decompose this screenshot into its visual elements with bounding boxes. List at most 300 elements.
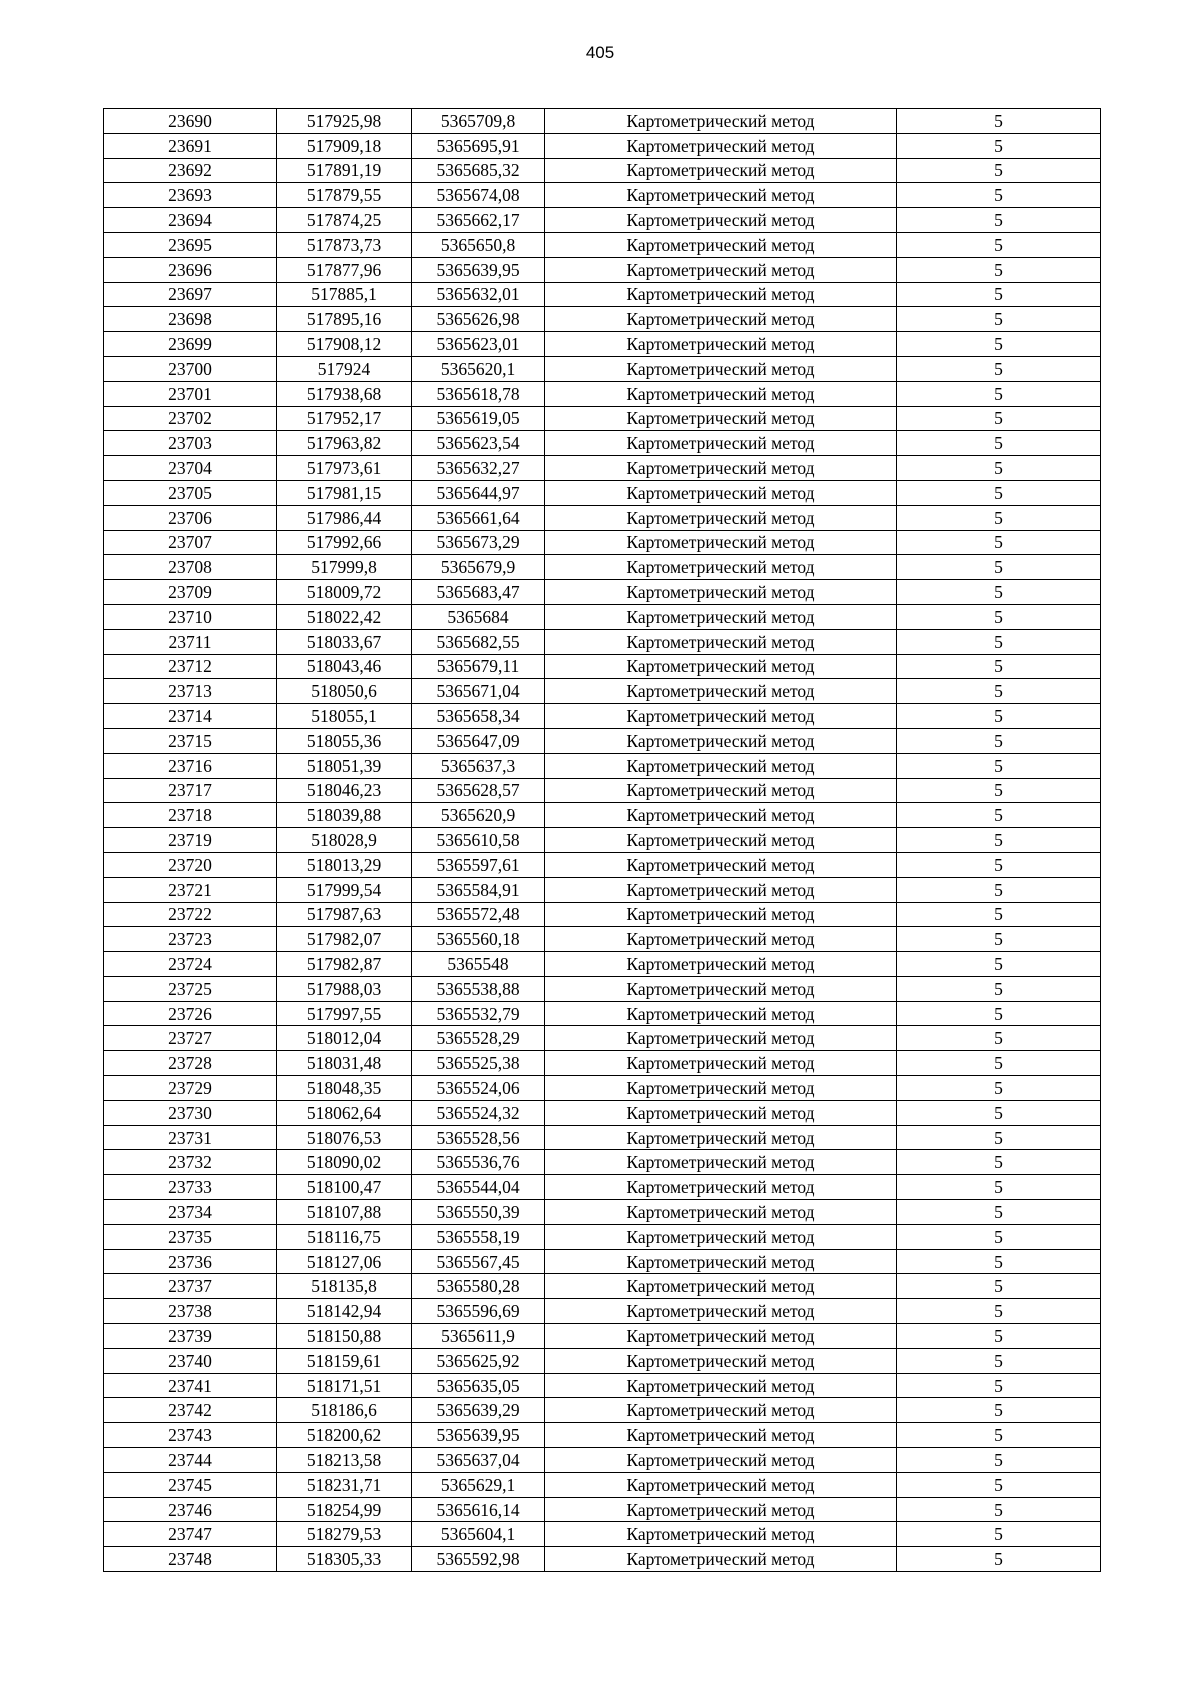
accuracy-cell: 5 xyxy=(897,1224,1101,1249)
accuracy-cell: 5 xyxy=(897,431,1101,456)
method-cell: Картометрический метод xyxy=(545,406,897,431)
x-coordinate-cell: 518231,71 xyxy=(277,1472,412,1497)
x-coordinate-cell: 517973,61 xyxy=(277,456,412,481)
y-coordinate-cell: 5365532,79 xyxy=(412,1001,545,1026)
method-cell: Картометрический метод xyxy=(545,952,897,977)
y-coordinate-cell: 5365683,47 xyxy=(412,580,545,605)
method-cell: Картометрический метод xyxy=(545,109,897,134)
x-coordinate-cell: 518062,64 xyxy=(277,1100,412,1125)
accuracy-cell: 5 xyxy=(897,1051,1101,1076)
accuracy-cell: 5 xyxy=(897,803,1101,828)
y-coordinate-cell: 5365597,61 xyxy=(412,852,545,877)
accuracy-cell: 5 xyxy=(897,902,1101,927)
table-row xyxy=(104,381,1101,406)
table-row xyxy=(104,1001,1101,1026)
method-cell: Картометрический метод xyxy=(545,1324,897,1349)
table-row xyxy=(104,406,1101,431)
point-number-cell: 23717 xyxy=(104,778,277,803)
table-row xyxy=(104,952,1101,977)
accuracy-cell: 5 xyxy=(897,1472,1101,1497)
point-number-cell: 23712 xyxy=(104,654,277,679)
point-number-cell: 23728 xyxy=(104,1051,277,1076)
accuracy-cell: 5 xyxy=(897,381,1101,406)
point-number-cell: 23698 xyxy=(104,307,277,332)
x-coordinate-cell: 517873,73 xyxy=(277,232,412,257)
x-coordinate-cell: 518254,99 xyxy=(277,1497,412,1522)
method-cell: Картометрический метод xyxy=(545,803,897,828)
table-row xyxy=(104,1448,1101,1473)
point-number-cell: 23696 xyxy=(104,257,277,282)
coordinates-table-body xyxy=(104,109,1101,1572)
point-number-cell: 23699 xyxy=(104,332,277,357)
y-coordinate-cell: 5365685,32 xyxy=(412,158,545,183)
point-number-cell: 23705 xyxy=(104,480,277,505)
table-row xyxy=(104,753,1101,778)
accuracy-cell: 5 xyxy=(897,257,1101,282)
point-number-cell: 23702 xyxy=(104,406,277,431)
method-cell: Картометрический метод xyxy=(545,604,897,629)
y-coordinate-cell: 5365584,91 xyxy=(412,877,545,902)
x-coordinate-cell: 517925,98 xyxy=(277,109,412,134)
x-coordinate-cell: 518171,51 xyxy=(277,1373,412,1398)
y-coordinate-cell: 5365604,1 xyxy=(412,1522,545,1547)
method-cell: Картометрический метод xyxy=(545,158,897,183)
table-row xyxy=(104,1100,1101,1125)
x-coordinate-cell: 518055,36 xyxy=(277,728,412,753)
method-cell: Картометрический метод xyxy=(545,1423,897,1448)
x-coordinate-cell: 517992,66 xyxy=(277,530,412,555)
table-row xyxy=(104,1348,1101,1373)
y-coordinate-cell: 5365620,9 xyxy=(412,803,545,828)
y-coordinate-cell: 5365623,54 xyxy=(412,431,545,456)
x-coordinate-cell: 518279,53 xyxy=(277,1522,412,1547)
table-row xyxy=(104,480,1101,505)
accuracy-cell: 5 xyxy=(897,1398,1101,1423)
accuracy-cell: 5 xyxy=(897,704,1101,729)
x-coordinate-cell: 518135,8 xyxy=(277,1274,412,1299)
x-coordinate-cell: 517879,55 xyxy=(277,183,412,208)
x-coordinate-cell: 517982,87 xyxy=(277,952,412,977)
x-coordinate-cell: 518013,29 xyxy=(277,852,412,877)
y-coordinate-cell: 5365650,8 xyxy=(412,232,545,257)
x-coordinate-cell: 518305,33 xyxy=(277,1547,412,1572)
y-coordinate-cell: 5365525,38 xyxy=(412,1051,545,1076)
y-coordinate-cell: 5365682,55 xyxy=(412,629,545,654)
point-number-cell: 23744 xyxy=(104,1448,277,1473)
table-row xyxy=(104,1547,1101,1572)
point-number-cell: 23720 xyxy=(104,852,277,877)
point-number-cell: 23706 xyxy=(104,505,277,530)
table-row xyxy=(104,927,1101,952)
table-row xyxy=(104,1423,1101,1448)
x-coordinate-cell: 518100,47 xyxy=(277,1175,412,1200)
method-cell: Картометрический метод xyxy=(545,902,897,927)
point-number-cell: 23742 xyxy=(104,1398,277,1423)
y-coordinate-cell: 5365620,1 xyxy=(412,356,545,381)
table-row xyxy=(104,1175,1101,1200)
point-number-cell: 23731 xyxy=(104,1125,277,1150)
y-coordinate-cell: 5365610,58 xyxy=(412,828,545,853)
x-coordinate-cell: 518213,58 xyxy=(277,1448,412,1473)
accuracy-cell: 5 xyxy=(897,828,1101,853)
accuracy-cell: 5 xyxy=(897,1348,1101,1373)
accuracy-cell: 5 xyxy=(897,1026,1101,1051)
method-cell: Картометрический метод xyxy=(545,1175,897,1200)
method-cell: Картометрический метод xyxy=(545,1547,897,1572)
method-cell: Картометрический метод xyxy=(545,257,897,282)
table-row xyxy=(104,679,1101,704)
point-number-cell: 23730 xyxy=(104,1100,277,1125)
point-number-cell: 23736 xyxy=(104,1249,277,1274)
y-coordinate-cell: 5365684 xyxy=(412,604,545,629)
point-number-cell: 23693 xyxy=(104,183,277,208)
point-number-cell: 23724 xyxy=(104,952,277,977)
method-cell: Картометрический метод xyxy=(545,1448,897,1473)
y-coordinate-cell: 5365632,27 xyxy=(412,456,545,481)
accuracy-cell: 5 xyxy=(897,1249,1101,1274)
accuracy-cell: 5 xyxy=(897,1522,1101,1547)
x-coordinate-cell: 518186,6 xyxy=(277,1398,412,1423)
y-coordinate-cell: 5365528,29 xyxy=(412,1026,545,1051)
x-coordinate-cell: 517874,25 xyxy=(277,208,412,233)
method-cell: Картометрический метод xyxy=(545,1373,897,1398)
point-number-cell: 23695 xyxy=(104,232,277,257)
accuracy-cell: 5 xyxy=(897,232,1101,257)
table-row xyxy=(104,1249,1101,1274)
table-row xyxy=(104,877,1101,902)
method-cell: Картометрический метод xyxy=(545,753,897,778)
point-number-cell: 23704 xyxy=(104,456,277,481)
method-cell: Картометрический метод xyxy=(545,431,897,456)
point-number-cell: 23739 xyxy=(104,1324,277,1349)
table-row xyxy=(104,704,1101,729)
table-row xyxy=(104,555,1101,580)
accuracy-cell: 5 xyxy=(897,753,1101,778)
y-coordinate-cell: 5365623,01 xyxy=(412,332,545,357)
point-number-cell: 23733 xyxy=(104,1175,277,1200)
table-row xyxy=(104,307,1101,332)
method-cell: Картометрический метод xyxy=(545,1522,897,1547)
table-row xyxy=(104,1472,1101,1497)
point-number-cell: 23701 xyxy=(104,381,277,406)
x-coordinate-cell: 518028,9 xyxy=(277,828,412,853)
accuracy-cell: 5 xyxy=(897,1547,1101,1572)
table-row xyxy=(104,728,1101,753)
y-coordinate-cell: 5365524,06 xyxy=(412,1076,545,1101)
accuracy-cell: 5 xyxy=(897,1100,1101,1125)
x-coordinate-cell: 518150,88 xyxy=(277,1324,412,1349)
point-number-cell: 23703 xyxy=(104,431,277,456)
table-row xyxy=(104,803,1101,828)
method-cell: Картометрический метод xyxy=(545,1125,897,1150)
table-row xyxy=(104,1200,1101,1225)
y-coordinate-cell: 5365632,01 xyxy=(412,282,545,307)
method-cell: Картометрический метод xyxy=(545,1150,897,1175)
x-coordinate-cell: 518050,6 xyxy=(277,679,412,704)
y-coordinate-cell: 5365558,19 xyxy=(412,1224,545,1249)
accuracy-cell: 5 xyxy=(897,604,1101,629)
accuracy-cell: 5 xyxy=(897,1125,1101,1150)
accuracy-cell: 5 xyxy=(897,1324,1101,1349)
y-coordinate-cell: 5365618,78 xyxy=(412,381,545,406)
point-number-cell: 23713 xyxy=(104,679,277,704)
y-coordinate-cell: 5365580,28 xyxy=(412,1274,545,1299)
table-row xyxy=(104,456,1101,481)
y-coordinate-cell: 5365635,05 xyxy=(412,1373,545,1398)
x-coordinate-cell: 517999,8 xyxy=(277,555,412,580)
y-coordinate-cell: 5365616,14 xyxy=(412,1497,545,1522)
method-cell: Картометрический метод xyxy=(545,778,897,803)
point-number-cell: 23710 xyxy=(104,604,277,629)
table-row xyxy=(104,1274,1101,1299)
accuracy-cell: 5 xyxy=(897,1448,1101,1473)
accuracy-cell: 5 xyxy=(897,852,1101,877)
method-cell: Картометрический метод xyxy=(545,1472,897,1497)
table-row xyxy=(104,332,1101,357)
table-row xyxy=(104,902,1101,927)
x-coordinate-cell: 518200,62 xyxy=(277,1423,412,1448)
method-cell: Картометрический метод xyxy=(545,1200,897,1225)
accuracy-cell: 5 xyxy=(897,1274,1101,1299)
accuracy-cell: 5 xyxy=(897,952,1101,977)
x-coordinate-cell: 517891,19 xyxy=(277,158,412,183)
method-cell: Картометрический метод xyxy=(545,976,897,1001)
y-coordinate-cell: 5365662,17 xyxy=(412,208,545,233)
y-coordinate-cell: 5365538,88 xyxy=(412,976,545,1001)
method-cell: Картометрический метод xyxy=(545,282,897,307)
point-number-cell: 23707 xyxy=(104,530,277,555)
table-row xyxy=(104,133,1101,158)
table-row xyxy=(104,1076,1101,1101)
point-number-cell: 23735 xyxy=(104,1224,277,1249)
accuracy-cell: 5 xyxy=(897,183,1101,208)
point-number-cell: 23747 xyxy=(104,1522,277,1547)
table-row xyxy=(104,208,1101,233)
table-row xyxy=(104,356,1101,381)
y-coordinate-cell: 5365528,56 xyxy=(412,1125,545,1150)
point-number-cell: 23745 xyxy=(104,1472,277,1497)
table-row xyxy=(104,976,1101,1001)
method-cell: Картометрический метод xyxy=(545,704,897,729)
method-cell: Картометрический метод xyxy=(545,456,897,481)
method-cell: Картометрический метод xyxy=(545,828,897,853)
x-coordinate-cell: 518116,75 xyxy=(277,1224,412,1249)
method-cell: Картометрический метод xyxy=(545,1026,897,1051)
accuracy-cell: 5 xyxy=(897,307,1101,332)
x-coordinate-cell: 518033,67 xyxy=(277,629,412,654)
accuracy-cell: 5 xyxy=(897,208,1101,233)
x-coordinate-cell: 517997,55 xyxy=(277,1001,412,1026)
point-number-cell: 23718 xyxy=(104,803,277,828)
y-coordinate-cell: 5365524,32 xyxy=(412,1100,545,1125)
x-coordinate-cell: 518055,1 xyxy=(277,704,412,729)
table-row xyxy=(104,580,1101,605)
method-cell: Картометрический метод xyxy=(545,1274,897,1299)
accuracy-cell: 5 xyxy=(897,356,1101,381)
y-coordinate-cell: 5365709,8 xyxy=(412,109,545,134)
point-number-cell: 23714 xyxy=(104,704,277,729)
y-coordinate-cell: 5365625,92 xyxy=(412,1348,545,1373)
y-coordinate-cell: 5365572,48 xyxy=(412,902,545,927)
accuracy-cell: 5 xyxy=(897,728,1101,753)
point-number-cell: 23723 xyxy=(104,927,277,952)
table-row xyxy=(104,1398,1101,1423)
y-coordinate-cell: 5365679,9 xyxy=(412,555,545,580)
accuracy-cell: 5 xyxy=(897,555,1101,580)
y-coordinate-cell: 5365611,9 xyxy=(412,1324,545,1349)
x-coordinate-cell: 517877,96 xyxy=(277,257,412,282)
y-coordinate-cell: 5365619,05 xyxy=(412,406,545,431)
accuracy-cell: 5 xyxy=(897,1497,1101,1522)
point-number-cell: 23716 xyxy=(104,753,277,778)
accuracy-cell: 5 xyxy=(897,1150,1101,1175)
method-cell: Картометрический метод xyxy=(545,1497,897,1522)
accuracy-cell: 5 xyxy=(897,158,1101,183)
x-coordinate-cell: 517987,63 xyxy=(277,902,412,927)
method-cell: Картометрический метод xyxy=(545,1051,897,1076)
y-coordinate-cell: 5365639,29 xyxy=(412,1398,545,1423)
x-coordinate-cell: 518107,88 xyxy=(277,1200,412,1225)
x-coordinate-cell: 518022,42 xyxy=(277,604,412,629)
method-cell: Картометрический метод xyxy=(545,332,897,357)
point-number-cell: 23726 xyxy=(104,1001,277,1026)
method-cell: Картометрический метод xyxy=(545,1224,897,1249)
point-number-cell: 23711 xyxy=(104,629,277,654)
accuracy-cell: 5 xyxy=(897,332,1101,357)
point-number-cell: 23721 xyxy=(104,877,277,902)
point-number-cell: 23692 xyxy=(104,158,277,183)
method-cell: Картометрический метод xyxy=(545,1249,897,1274)
table-row xyxy=(104,183,1101,208)
table-row xyxy=(104,654,1101,679)
method-cell: Картометрический метод xyxy=(545,1398,897,1423)
coordinates-table xyxy=(103,108,1101,1572)
x-coordinate-cell: 518076,53 xyxy=(277,1125,412,1150)
point-number-cell: 23690 xyxy=(104,109,277,134)
point-number-cell: 23697 xyxy=(104,282,277,307)
x-coordinate-cell: 517981,15 xyxy=(277,480,412,505)
accuracy-cell: 5 xyxy=(897,480,1101,505)
table-row xyxy=(104,1051,1101,1076)
table-row xyxy=(104,1324,1101,1349)
table-row xyxy=(104,1299,1101,1324)
x-coordinate-cell: 517909,18 xyxy=(277,133,412,158)
x-coordinate-cell: 517938,68 xyxy=(277,381,412,406)
x-coordinate-cell: 517924 xyxy=(277,356,412,381)
accuracy-cell: 5 xyxy=(897,109,1101,134)
x-coordinate-cell: 518127,06 xyxy=(277,1249,412,1274)
x-coordinate-cell: 517908,12 xyxy=(277,332,412,357)
y-coordinate-cell: 5365592,98 xyxy=(412,1547,545,1572)
method-cell: Картометрический метод xyxy=(545,505,897,530)
method-cell: Картометрический метод xyxy=(545,555,897,580)
method-cell: Картометрический метод xyxy=(545,927,897,952)
method-cell: Картометрический метод xyxy=(545,356,897,381)
method-cell: Картометрический метод xyxy=(545,852,897,877)
point-number-cell: 23737 xyxy=(104,1274,277,1299)
table-row xyxy=(104,1150,1101,1175)
point-number-cell: 23727 xyxy=(104,1026,277,1051)
y-coordinate-cell: 5365550,39 xyxy=(412,1200,545,1225)
y-coordinate-cell: 5365695,91 xyxy=(412,133,545,158)
point-number-cell: 23719 xyxy=(104,828,277,853)
accuracy-cell: 5 xyxy=(897,654,1101,679)
x-coordinate-cell: 518090,02 xyxy=(277,1150,412,1175)
method-cell: Картометрический метод xyxy=(545,381,897,406)
x-coordinate-cell: 518159,61 xyxy=(277,1348,412,1373)
x-coordinate-cell: 517988,03 xyxy=(277,976,412,1001)
x-coordinate-cell: 517963,82 xyxy=(277,431,412,456)
y-coordinate-cell: 5365626,98 xyxy=(412,307,545,332)
point-number-cell: 23725 xyxy=(104,976,277,1001)
x-coordinate-cell: 518031,48 xyxy=(277,1051,412,1076)
y-coordinate-cell: 5365639,95 xyxy=(412,257,545,282)
x-coordinate-cell: 517999,54 xyxy=(277,877,412,902)
table-row xyxy=(104,282,1101,307)
x-coordinate-cell: 517895,16 xyxy=(277,307,412,332)
accuracy-cell: 5 xyxy=(897,282,1101,307)
x-coordinate-cell: 518009,72 xyxy=(277,580,412,605)
table-row xyxy=(104,852,1101,877)
table-row xyxy=(104,109,1101,134)
page-number: 405 xyxy=(585,43,615,62)
point-number-cell: 23700 xyxy=(104,356,277,381)
table-row xyxy=(104,604,1101,629)
point-number-cell: 23708 xyxy=(104,555,277,580)
x-coordinate-cell: 518046,23 xyxy=(277,778,412,803)
y-coordinate-cell: 5365560,18 xyxy=(412,927,545,952)
method-cell: Картометрический метод xyxy=(545,307,897,332)
table-row xyxy=(104,828,1101,853)
x-coordinate-cell: 518012,04 xyxy=(277,1026,412,1051)
accuracy-cell: 5 xyxy=(897,877,1101,902)
x-coordinate-cell: 517986,44 xyxy=(277,505,412,530)
point-number-cell: 23715 xyxy=(104,728,277,753)
point-number-cell: 23691 xyxy=(104,133,277,158)
point-number-cell: 23709 xyxy=(104,580,277,605)
method-cell: Картометрический метод xyxy=(545,133,897,158)
y-coordinate-cell: 5365639,95 xyxy=(412,1423,545,1448)
accuracy-cell: 5 xyxy=(897,133,1101,158)
y-coordinate-cell: 5365647,09 xyxy=(412,728,545,753)
point-number-cell: 23734 xyxy=(104,1200,277,1225)
table-row xyxy=(104,232,1101,257)
method-cell: Картометрический метод xyxy=(545,679,897,704)
x-coordinate-cell: 517982,07 xyxy=(277,927,412,952)
method-cell: Картометрический метод xyxy=(545,1348,897,1373)
y-coordinate-cell: 5365548 xyxy=(412,952,545,977)
method-cell: Картометрический метод xyxy=(545,208,897,233)
y-coordinate-cell: 5365658,34 xyxy=(412,704,545,729)
table-row xyxy=(104,1026,1101,1051)
table-row xyxy=(104,257,1101,282)
accuracy-cell: 5 xyxy=(897,679,1101,704)
accuracy-cell: 5 xyxy=(897,1001,1101,1026)
y-coordinate-cell: 5365544,04 xyxy=(412,1175,545,1200)
table-row xyxy=(104,1497,1101,1522)
point-number-cell: 23738 xyxy=(104,1299,277,1324)
point-number-cell: 23746 xyxy=(104,1497,277,1522)
method-cell: Картометрический метод xyxy=(545,1076,897,1101)
table-row xyxy=(104,629,1101,654)
point-number-cell: 23722 xyxy=(104,902,277,927)
y-coordinate-cell: 5365536,76 xyxy=(412,1150,545,1175)
accuracy-cell: 5 xyxy=(897,778,1101,803)
y-coordinate-cell: 5365567,45 xyxy=(412,1249,545,1274)
method-cell: Картометрический метод xyxy=(545,232,897,257)
x-coordinate-cell: 517952,17 xyxy=(277,406,412,431)
point-number-cell: 23694 xyxy=(104,208,277,233)
